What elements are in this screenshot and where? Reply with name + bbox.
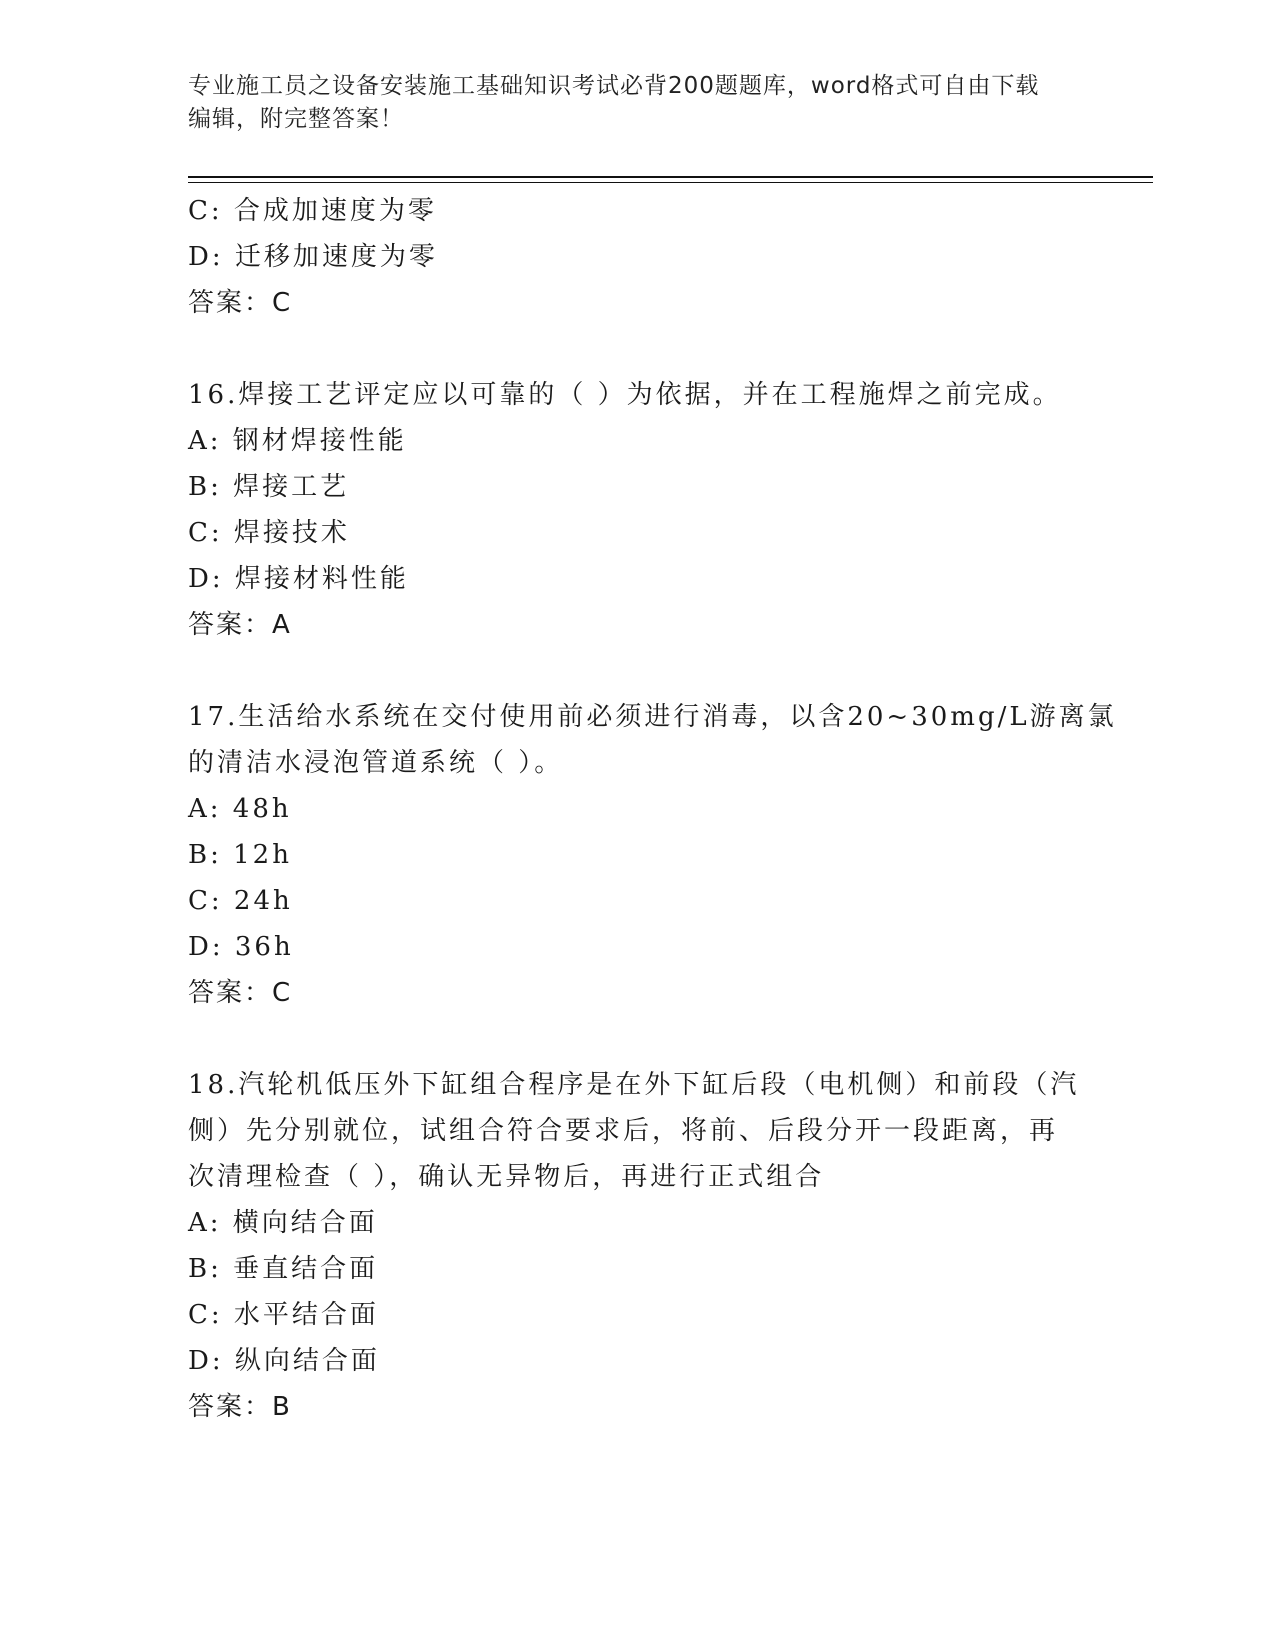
option-d: D: 焊接材料性能 <box>188 564 409 594</box>
question-stem-line-2: 的清洁水浸泡管道系统（ ）。 <box>188 748 564 778</box>
option-d: D: 纵向结合面 <box>188 1346 380 1376</box>
question-18 <box>188 1062 1088 1430</box>
question-list <box>188 188 1117 1430</box>
question-stem-line-3: 次清理检查（ ），确认无异物后，再进行正式组合 <box>188 1162 825 1192</box>
option-a: A: 钢材焊接性能 <box>188 426 407 456</box>
answer-label: 答案：C <box>188 978 293 1008</box>
spacer <box>188 326 1088 372</box>
option-b: B: 焊接工艺 <box>188 472 350 502</box>
answer-label: 答案：B <box>188 1392 292 1422</box>
question-15-tail <box>188 188 1088 326</box>
option-c: C: 焊接技术 <box>188 518 350 548</box>
document-header <box>188 70 1088 136</box>
question-stem-line-1: 17.生活给水系统在交付使用前必须进行消毒，以含20~30mg/L游离氯 <box>188 702 1117 732</box>
option-c: C: 合成加速度为零 <box>188 196 437 226</box>
question-stem-line-2: 侧）先分别就位，试组合符合要求后，将前、后段分开一段距离，再 <box>188 1116 1059 1146</box>
spacer <box>188 1016 1088 1062</box>
spacer <box>188 648 1088 694</box>
option-d: D: 36h <box>188 932 294 962</box>
header-rule-thick <box>188 176 1153 178</box>
option-b: B: 垂直结合面 <box>188 1254 379 1284</box>
option-b: B: 12h <box>188 840 292 870</box>
header-line-2: 编辑，附完整答案！ <box>188 106 404 132</box>
option-a: A: 48h <box>188 794 292 824</box>
question-stem-line-1: 18.汽轮机低压外下缸组合程序是在外下缸后段（电机侧）和前段（汽 <box>188 1070 1080 1100</box>
header-rule-thin <box>188 182 1153 183</box>
option-c: C: 水平结合面 <box>188 1300 379 1330</box>
question-stem: 16.焊接工艺评定应以可靠的（ ）为依据，并在工程施焊之前完成。 <box>188 380 1062 410</box>
question-17 <box>188 694 1117 1016</box>
answer-label: 答案：C <box>188 288 293 318</box>
option-a: A: 横向结合面 <box>188 1208 378 1238</box>
header-line-1: 专业施工员之设备安装施工基础知识考试必背200题题库，word格式可自由下载 <box>188 73 1040 99</box>
option-d: D: 迁移加速度为零 <box>188 242 438 272</box>
question-16 <box>188 372 1088 648</box>
option-c: C: 24h <box>188 886 293 916</box>
answer-label: 答案：A <box>188 610 292 640</box>
